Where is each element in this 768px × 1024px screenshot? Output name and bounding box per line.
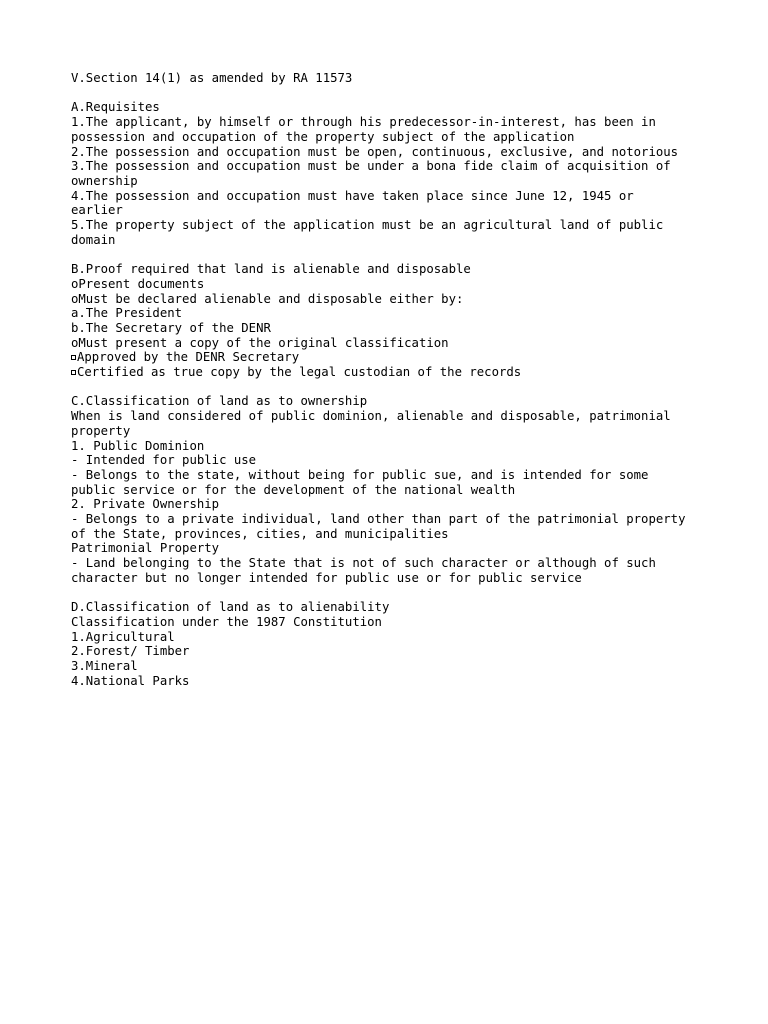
section-b-line: oMust present a copy of the original classification <box>71 335 449 350</box>
document-page <box>71 71 711 688</box>
section-c-line: property <box>71 423 131 438</box>
section-d-line: 4.National Parks <box>71 673 190 688</box>
section-a-line: 4.The possession and occupation must have taken place since June 12, 1945 or <box>71 188 634 203</box>
section-a-line: earlier <box>71 203 123 218</box>
section-b-line: a.The President <box>71 306 183 321</box>
section-b-line: b.The Secretary of the DENR <box>71 320 271 335</box>
section-d-line: Classification under the 1987 Constitution <box>71 614 382 629</box>
section-c-line: character but no longer intended for public use or for public service <box>71 570 582 585</box>
section-a-line: possession and occupation of the property subject of the application <box>71 129 575 144</box>
section-c-line: - Intended for public use <box>71 453 257 468</box>
square-bullet-text: Certified as true copy by the legal custodian of the records <box>77 365 522 380</box>
section-a-line: 2.The possession and occupation must be open, continuous, exclusive, and notorious <box>71 144 679 159</box>
section-a-line: ownership <box>71 173 138 188</box>
section-b-square-bullet-item <box>71 365 711 380</box>
section-a-line: 3.The possession and occupation must be under a bona fide claim of acquisition of <box>71 159 671 174</box>
section-c-line: - Belongs to the state, without being for public sue, and is intended for some <box>71 467 649 482</box>
section-a-line: 5.The property subject of the application must be an agricultural land of public <box>71 218 664 233</box>
section-d-line: 3.Mineral <box>71 659 138 674</box>
section-a-line: domain <box>71 232 116 247</box>
square-bullet-icon <box>71 370 76 375</box>
section-b-title: B.Proof required that land is alienable and disposable <box>71 262 471 277</box>
section-a-title: A.Requisites <box>71 100 160 115</box>
section-c-line: of the State, provinces, cities, and municipalities <box>71 526 449 541</box>
section-b-square-bullet-item <box>71 350 711 365</box>
square-bullet-icon <box>71 355 76 360</box>
section-d-title: D.Classification of land as to alienability <box>71 600 390 615</box>
document-heading: V.Section 14(1) as amended by RA 11573 <box>71 71 353 85</box>
section-d-line: 1.Agricultural <box>71 629 175 644</box>
section-c-line: When is land considered of public dominion, alienable and disposable, patrimonial <box>71 409 671 424</box>
spacer <box>71 86 711 101</box>
spacer <box>71 586 711 601</box>
square-bullet-text: Approved by the DENR Secretary <box>77 350 300 365</box>
section-c-line: - Land belonging to the State that is not of such character or although of such <box>71 556 656 571</box>
section-a-line: 1.The applicant, by himself or through his predecessor-in-interest, has been in <box>71 115 656 130</box>
spacer <box>71 247 711 262</box>
section-d-line: 2.Forest/ Timber <box>71 644 190 659</box>
section-c-line: public service or for the development of the national wealth <box>71 482 516 497</box>
section-c-title: C.Classification of land as to ownership <box>71 394 368 409</box>
spacer <box>71 380 711 395</box>
section-b-line: oMust be declared alienable and disposable either by: <box>71 291 464 306</box>
section-c-line: 2. Private Ownership <box>71 497 220 512</box>
section-b-line: oPresent documents <box>71 276 205 291</box>
section-c-line: 1. Public Dominion <box>71 438 205 453</box>
section-c-line: Patrimonial Property <box>71 541 220 556</box>
section-c-line: - Belongs to a private individual, land other than part of the patrimonial property <box>71 512 686 527</box>
